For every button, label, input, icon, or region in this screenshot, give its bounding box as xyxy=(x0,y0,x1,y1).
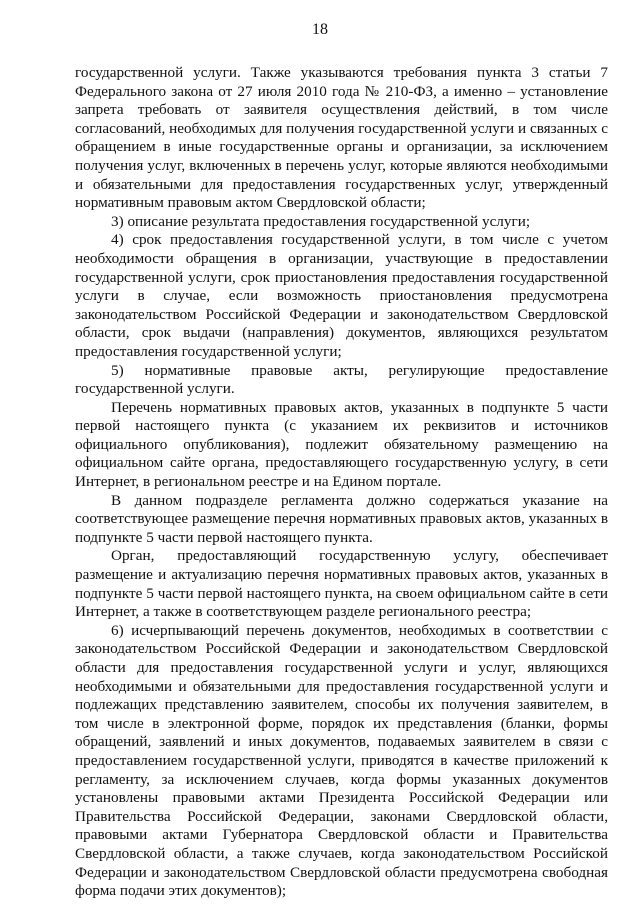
paragraph-authority-duty: Орган, предоставляющий государственную услугу, обеспечивает размещение и актуализацию перечня нормативных правовых актов, указанных в подпункте 5 части первой настоящего пункта, на своем официальном сайте в сети Интернет, а также в соответствующем разделе регионального реестра; xyxy=(75,547,608,621)
paragraph-item-4: 4) срок предоставления государственной услуги, в том числе с учетом необходимости обращения в организации, участвующие в предоставлении государственной услуги, срок приостановления предоставления государственной услуги в случае, если возможность приостановления предусмотрена законодательством Российской Федерации и законодательством Свердловской области, срок выдачи (направления) документов, являющихся результатом предоставления государственной услуги; xyxy=(75,231,608,360)
paragraph-item-5: 5) нормативные правовые акты, регулирующие предоставление государственной услуги. xyxy=(75,361,608,398)
paragraph-item-6: 6) исчерпывающий перечень документов, необходимых в соответствии с законодательством Российской Федерации и законодательством Свердловской области для предоставления государственной услуги и услуг, являющихся необходимыми и обязательными для предоставления государственной услуги и подлежащих представлению заявителем, способы их получения заявителем, в том числе в электронной форме, порядок их представления (бланки, формы обращений, заявлений и иных документов, подаваемых заявителем в связи с предоставлением государственной услуги, приводятся в качестве приложений к регламенту, за исключением случаев, когда формы указанных документов установлены правовыми актами Президента Российской Федерации или Правительства Российской Федерации, законами Свердловской области, правовыми актами Губернатора Свердловской области и Правительства Свердловской области, а также случаев, когда законодательством Российской Федерации и законодательством Свердловской области предусмотрена свободная форма подачи этих документов); xyxy=(75,621,608,900)
paragraph-subsection-note: В данном подразделе регламента должно содержаться указание на соответствующее размещение перечня нормативных правовых актов, указанных в подпункте 5 части первой настоящего пункта. xyxy=(75,491,608,546)
page-number: 18 xyxy=(312,21,328,38)
paragraph-continuation: государственной услуги. Также указываются требования пункта 3 статьи 7 Федерального закона от 27 июля 2010 года № 210-ФЗ, а именно – установление запрета требовать от заявителя осуществления действий, в том числе согласований, необходимых для получения государственной услуги и связанных с обращением в иные государственные органы и организации, за исключением получения услуг, включенных в перечень услуг, которые являются необходимыми и обязательными для предоставления государственных услуг, утвержденный нормативным правовым актом Свердловской области; xyxy=(75,64,608,212)
document-body xyxy=(75,64,608,901)
paragraph-item-3: 3) описание результата предоставления государственной услуги; xyxy=(111,212,531,230)
paragraph-legal-acts-list: Перечень нормативных правовых актов, указанных в подпункте 5 части первой настоящего пункта (с указанием их реквизитов и источников официального опубликования), подлежит обязательному размещению на официальном сайте органа, предоставляющего государственную услугу, в сети Интернет, в региональном реестре и на Едином портале. xyxy=(75,398,608,491)
